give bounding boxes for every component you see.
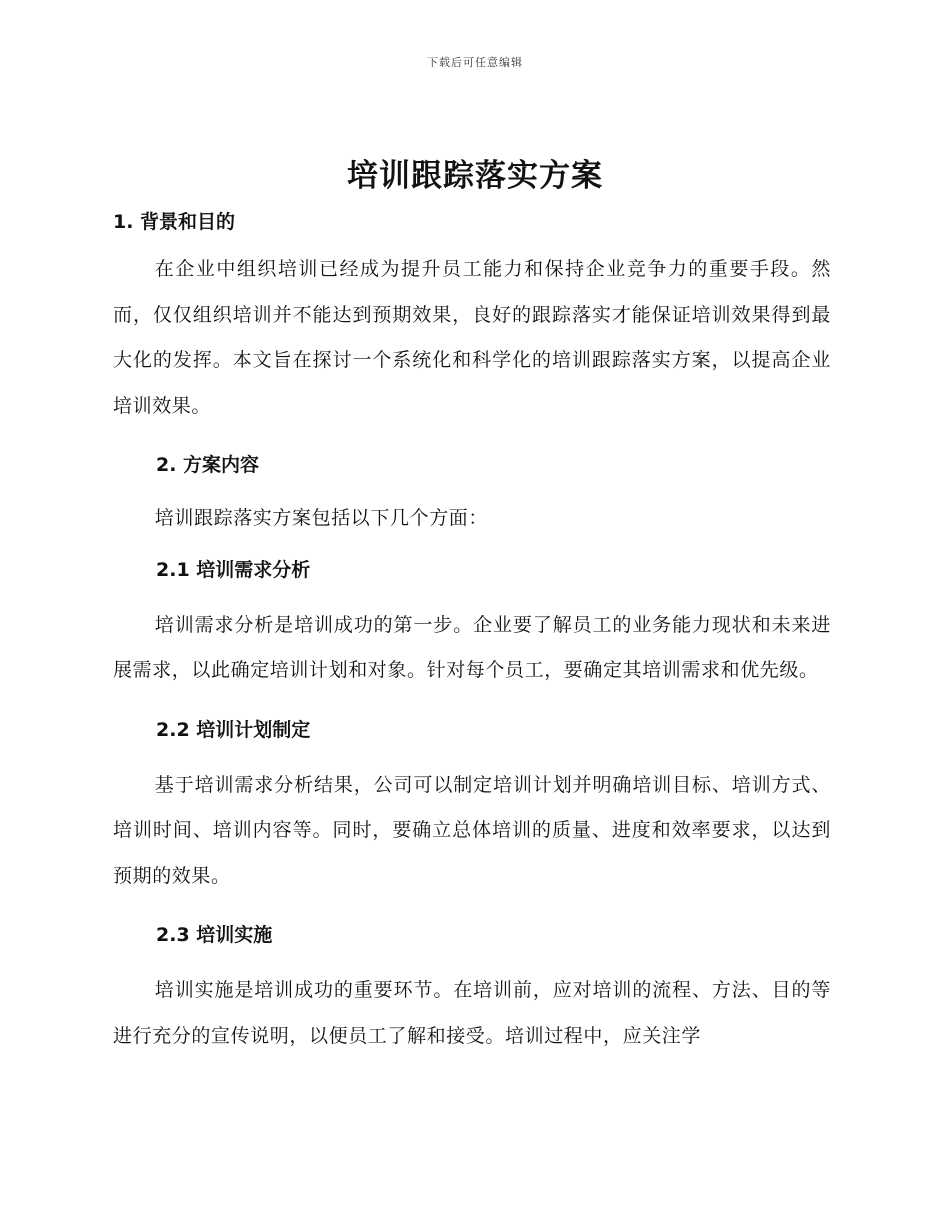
section-heading-plan-formulation: 2.2 培训计划制定: [156, 718, 311, 741]
section-paragraph-plan-content: 培训跟踪落实方案包括以下几个方面：: [154, 507, 488, 529]
section-paragraph-plan-formulation: 基于培训需求分析结果，公司可以制定培训计划并明确培训目标、培训方式、培训时间、培训内容等。同时，要确立总体培训的质量、进度和效率要求，以达到预期的效果。: [113, 773, 831, 887]
section-paragraph-background: 在企业中组织培训已经成为提升员工能力和保持企业竞争力的重要手段。然而，仅仅组织培训并不能达到预期效果，良好的跟踪落实才能保证培训效果得到最大化的发挥。本文旨在探讨一个系统化和科学化的培训跟踪落实方案，以提高企业培训效果。: [113, 258, 831, 417]
section-heading-plan-content: 2. 方案内容: [156, 454, 260, 476]
section-heading-implementation: 2.3 培训实施: [156, 924, 273, 946]
section-paragraph-needs-analysis: 培训需求分析是培训成功的第一步。企业要了解员工的业务能力现状和未来进展需求，以此确定培训计划和对象。针对每个员工，要确定其培训需求和优先级。: [113, 613, 831, 681]
section-heading-needs-analysis: 2.1 培训需求分析: [156, 558, 311, 581]
page-header-note: 下载后可任意编辑: [427, 56, 523, 69]
section-heading-background: 1. 背景和目的: [113, 211, 236, 233]
document-title: 培训跟踪落实方案: [347, 158, 603, 194]
section-paragraph-implementation: 培训实施是培训成功的重要环节。在培训前，应对培训的流程、方法、目的等进行充分的宣传说明，以便员工了解和接受。培训过程中，应关注学: [113, 979, 831, 1047]
document-body: [113, 206, 831, 1059]
